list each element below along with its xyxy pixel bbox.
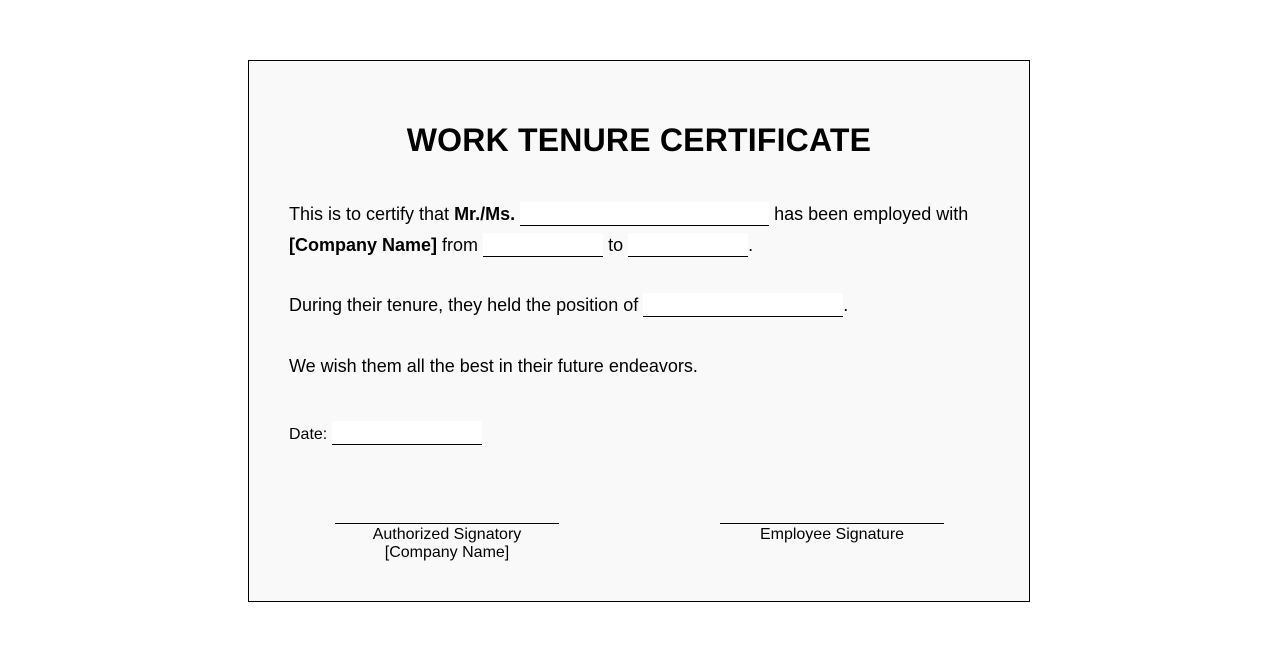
signatory-company-label: [Company Name] xyxy=(384,544,510,561)
employee-signature-label: Employee Signature xyxy=(759,526,905,543)
position-field[interactable] xyxy=(643,293,843,317)
period-text: . xyxy=(748,235,754,255)
date-field[interactable] xyxy=(332,421,482,445)
end-date-field[interactable] xyxy=(628,233,748,257)
employee-name-field[interactable] xyxy=(520,202,769,226)
date-label: Date: xyxy=(289,426,328,443)
position-text: During their tenure, they held the position of xyxy=(289,295,644,315)
authorized-signatory-block xyxy=(335,511,559,562)
employee-signature-line[interactable] xyxy=(720,511,944,524)
authorized-signatory-label: Authorized Signatory xyxy=(372,526,522,543)
position-statement xyxy=(289,290,989,321)
certify-text: This is to certify that xyxy=(289,204,455,224)
company-name-text: [Company Name] xyxy=(289,235,438,255)
honorific-text: Mr./Ms. xyxy=(454,204,516,224)
certificate xyxy=(248,60,1030,602)
employed-with-text: has been employed with xyxy=(774,204,969,224)
wishes-statement: We wish them all the best in their future endeavors. xyxy=(289,356,698,376)
employee-signature-block xyxy=(720,511,944,544)
to-text: to xyxy=(608,235,624,255)
authorized-signature-line[interactable] xyxy=(335,511,559,524)
date-row xyxy=(289,421,482,448)
start-date-field[interactable] xyxy=(483,233,603,257)
employment-statement xyxy=(289,199,989,261)
certificate-title: WORK TENURE CERTIFICATE xyxy=(406,122,872,158)
period-text: . xyxy=(843,295,849,315)
from-text: from xyxy=(442,235,479,255)
